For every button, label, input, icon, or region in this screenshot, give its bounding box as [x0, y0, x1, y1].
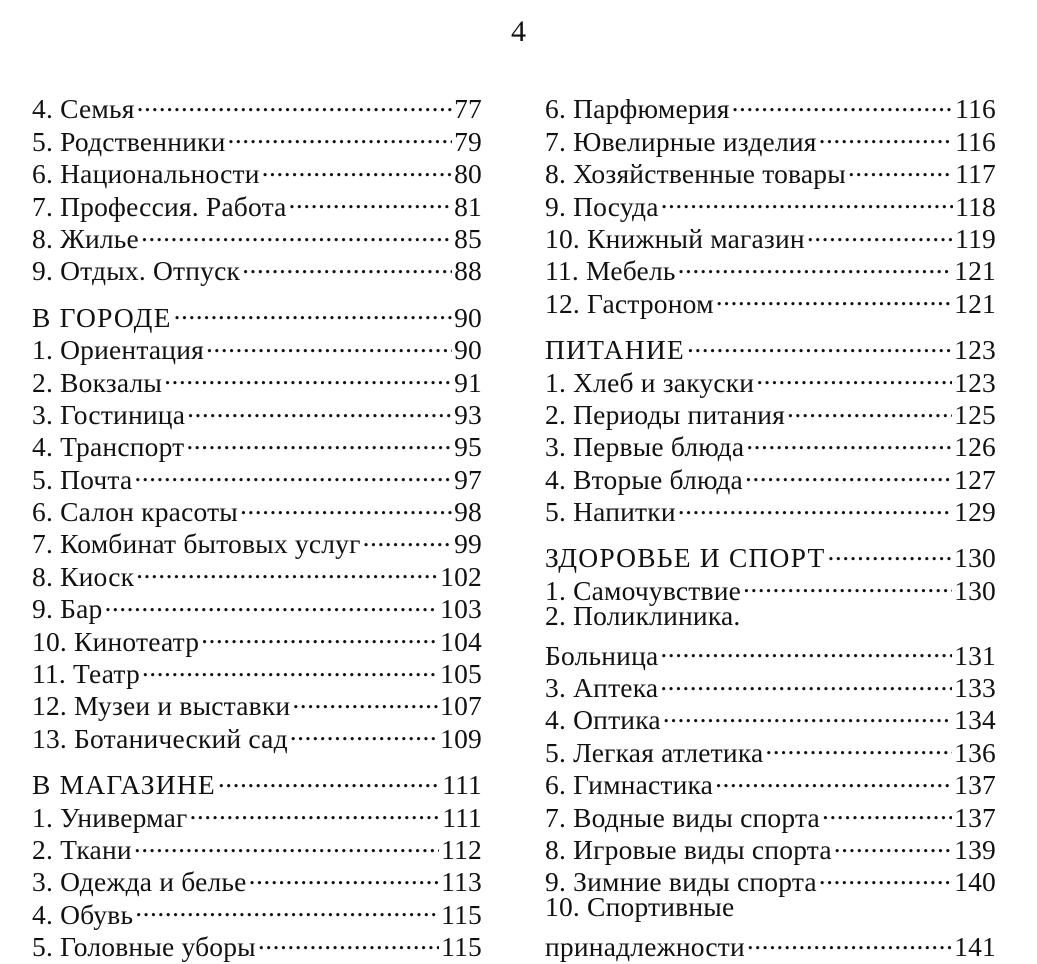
entry-title: 1. Самочувствие	[545, 574, 742, 606]
entry-page-number: 95	[454, 431, 482, 463]
dot-leader	[745, 456, 952, 488]
section-title: В ГОРОДЕ	[32, 301, 172, 333]
entry-page-number: 139	[954, 833, 996, 865]
dot-leader	[660, 665, 952, 697]
dot-leader	[290, 715, 438, 747]
entry-title: 5. Головные уборы	[32, 931, 256, 963]
entry-page-number: 141	[954, 931, 996, 963]
entry-page-number: 79	[454, 125, 482, 157]
entry-page-number: 123	[954, 334, 996, 366]
entry-title: 3. Аптека	[545, 672, 659, 704]
entry-title: 5. Напитки	[545, 496, 676, 528]
entry-title: 12. Гастроном	[545, 287, 714, 319]
dot-leader	[787, 392, 952, 424]
dot-leader	[292, 683, 438, 715]
dot-leader	[848, 151, 953, 183]
entry-page-number: 115	[441, 931, 482, 963]
entry-page-number: 93	[454, 398, 482, 430]
entry-title: 2. Ткани	[32, 833, 132, 865]
dot-leader	[716, 280, 952, 312]
entry-title: 4. Обувь	[32, 898, 134, 930]
dot-leader	[104, 586, 438, 618]
entry-page-number: 140	[954, 866, 996, 898]
entry-page-number: 130	[954, 542, 996, 574]
dot-leader	[136, 553, 438, 585]
entry-page-number: 104	[440, 625, 482, 657]
dot-leader	[747, 924, 952, 956]
dot-leader	[134, 456, 452, 488]
entry-page-number: 117	[955, 158, 996, 190]
dot-leader	[134, 827, 439, 859]
entry-page-number: 80	[454, 158, 482, 190]
dot-leader	[765, 729, 952, 761]
toc-section-heading	[32, 762, 482, 801]
dot-leader	[819, 859, 952, 891]
entry-page-number: 121	[954, 255, 996, 287]
entry-title: 8. Жилье	[32, 222, 139, 254]
section-title: ПИТАНИЕ	[545, 334, 685, 366]
entry-page-number: 113	[441, 866, 482, 898]
entry-title: 9. Отдых. Отпуск	[32, 255, 241, 287]
entry-title: 6. Салон красоты	[32, 496, 238, 528]
dot-leader	[822, 794, 952, 826]
entry-title: 2. Вокзалы	[32, 366, 163, 398]
entry-title: 1. Ориентация	[32, 334, 204, 366]
dot-leader	[827, 535, 952, 567]
dot-leader	[661, 183, 954, 215]
dot-leader	[258, 924, 439, 956]
entry-page-number: 125	[954, 398, 996, 430]
dot-leader	[743, 567, 952, 599]
toc-section-heading	[32, 294, 482, 333]
entry-page-number: 127	[954, 463, 996, 495]
entry-page-number: 112	[441, 833, 482, 865]
dot-leader	[135, 891, 439, 923]
entry-page-number: 131	[954, 639, 996, 671]
toc-entry	[545, 924, 996, 963]
entry-page-number: 105	[440, 658, 482, 690]
toc-entry	[545, 86, 996, 125]
entry-page-number: 134	[954, 704, 996, 736]
entry-title: 5. Легкая атлетика	[545, 736, 764, 768]
dot-leader	[807, 216, 953, 248]
entry-title: 9. Бар	[32, 593, 103, 625]
section-title: В МАГАЗИНЕ	[32, 769, 216, 801]
toc-entry	[545, 632, 996, 671]
entry-page-number: 85	[454, 222, 482, 254]
entry-page-number: 130	[954, 574, 996, 606]
dot-leader	[186, 424, 452, 456]
entry-page-number: 118	[955, 190, 996, 222]
entry-page-number: 77	[454, 93, 482, 125]
dot-leader	[187, 392, 452, 424]
entry-page-number: 81	[454, 190, 482, 222]
dot-leader	[678, 248, 953, 280]
toc-entry	[32, 86, 482, 125]
entry-page-number: 129	[954, 496, 996, 528]
entry-page-number: 90	[454, 301, 482, 333]
entry-title: 10. Спортивные	[545, 891, 735, 923]
dot-leader	[262, 151, 452, 183]
toc-right-column	[545, 86, 996, 963]
entry-page-number: 137	[954, 769, 996, 801]
dot-leader	[189, 794, 440, 826]
dot-leader	[240, 489, 452, 521]
entry-page-number: 119	[955, 222, 996, 254]
entry-page-number: 111	[442, 769, 482, 801]
entry-title: 3. Одежда и белье	[32, 866, 247, 898]
dot-leader	[141, 216, 452, 248]
entry-title: 2. Периоды питания	[545, 398, 786, 430]
section-title: ЗДОРОВЬЕ И СПОРТ	[545, 542, 826, 574]
entry-title: 4. Оптика	[545, 704, 661, 736]
entry-page-number: 88	[454, 255, 482, 287]
dot-leader	[819, 118, 954, 150]
entry-title: 7. Комбинат бытовых услуг	[32, 528, 361, 560]
entry-title: принадлежности	[545, 931, 745, 963]
entry-title: Больница	[545, 639, 659, 671]
entry-title: 10. Книжный магазин	[545, 222, 805, 254]
dot-leader	[201, 618, 438, 650]
entry-title: 3. Первые блюда	[545, 431, 745, 463]
dot-leader	[164, 359, 452, 391]
entry-title: 1. Универмаг	[32, 801, 188, 833]
entry-title: 5. Почта	[32, 463, 133, 495]
entry-title: 7. Профессия. Работа	[32, 190, 287, 222]
entry-title: 1. Хлеб и закуски	[545, 366, 755, 398]
entry-title: 6. Национальности	[32, 158, 260, 190]
dot-leader	[715, 762, 952, 794]
dot-leader	[756, 359, 952, 391]
entry-page-number: 109	[440, 722, 482, 754]
entry-title: 11. Мебель	[545, 255, 676, 287]
dot-leader	[218, 762, 440, 794]
entry-title: 10. Кинотеатр	[32, 625, 200, 657]
entry-title: 8. Игровые виды спорта	[545, 833, 832, 865]
entry-title: 8. Киоск	[32, 560, 135, 592]
entry-title: 7. Ювелирные изделия	[545, 125, 817, 157]
page-number: 4	[511, 15, 526, 48]
entry-page-number: 91	[454, 366, 482, 398]
toc-section-heading	[545, 327, 996, 366]
entry-page-number: 90	[454, 334, 482, 366]
entry-title: 8. Хозяйственные товары	[545, 158, 846, 190]
entry-page-number: 133	[954, 672, 996, 704]
entry-page-number: 111	[442, 801, 482, 833]
dot-leader	[678, 489, 952, 521]
entry-title: 4. Транспорт	[32, 431, 185, 463]
entry-page-number: 102	[440, 560, 482, 592]
entry-page-number: 123	[954, 366, 996, 398]
entry-title: 7. Водные виды спорта	[545, 801, 820, 833]
entry-page-number: 103	[440, 593, 482, 625]
entry-title: 13. Ботанический сад	[32, 722, 288, 754]
entry-page-number: 97	[454, 463, 482, 495]
entry-page-number: 121	[954, 287, 996, 319]
entry-page-number: 126	[954, 431, 996, 463]
dot-leader	[242, 248, 452, 280]
dot-leader	[363, 521, 453, 553]
toc-section-heading	[545, 535, 996, 574]
dot-leader	[663, 697, 952, 729]
entry-title: 5. Родственники	[32, 125, 226, 157]
entry-title: 11. Театр	[32, 658, 140, 690]
toc-left-column	[32, 86, 482, 963]
entry-page-number: 116	[955, 93, 996, 125]
entry-page-number: 98	[454, 496, 482, 528]
dot-leader	[732, 86, 954, 118]
dot-leader	[249, 859, 440, 891]
entry-title: 2. Поликлиника.	[545, 599, 741, 631]
entry-title: 12. Музеи и выставки	[32, 690, 291, 722]
dot-leader	[174, 294, 453, 326]
dot-leader	[746, 424, 952, 456]
toc-entry	[545, 600, 996, 632]
entry-page-number: 116	[955, 125, 996, 157]
entry-page-number: 136	[954, 736, 996, 768]
entry-page-number: 99	[454, 528, 482, 560]
dot-leader	[228, 118, 453, 150]
entry-title: 3. Гостиница	[32, 398, 186, 430]
dot-leader	[289, 183, 453, 215]
entry-title: 9. Посуда	[545, 190, 659, 222]
entry-title: 4. Вторые блюда	[545, 463, 743, 495]
dot-leader	[687, 327, 952, 359]
entry-page-number: 137	[954, 801, 996, 833]
dot-leader	[137, 86, 453, 118]
dot-leader	[834, 827, 952, 859]
entry-page-number: 107	[440, 690, 482, 722]
entry-page-number: 115	[441, 898, 482, 930]
entry-title: 4. Семья	[32, 93, 135, 125]
dot-leader	[206, 327, 452, 359]
entry-title: 6. Гимнастика	[545, 769, 714, 801]
entry-title: 9. Зимние виды спорта	[545, 866, 817, 898]
entry-title: 6. Парфюмерия	[545, 93, 730, 125]
dot-leader	[142, 651, 438, 683]
dot-leader	[660, 632, 952, 664]
